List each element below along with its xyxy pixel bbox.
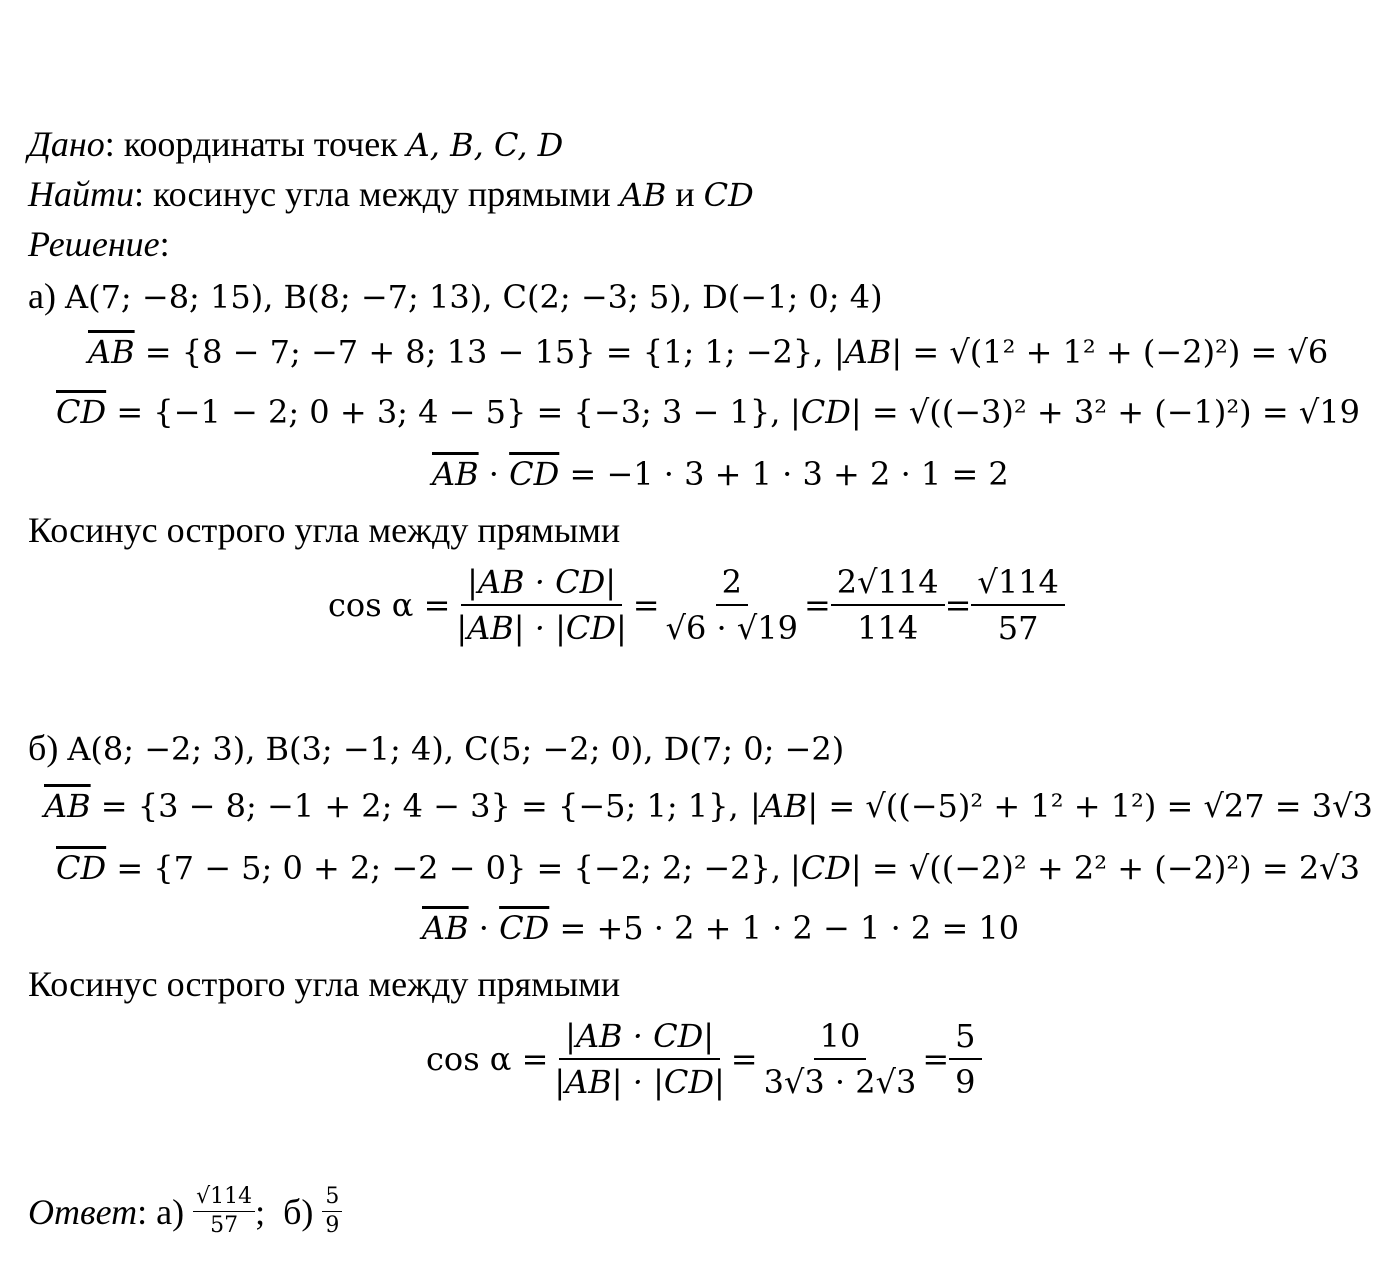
fraction-3-num: 5 xyxy=(949,1020,981,1060)
fraction-4-den: 57 xyxy=(997,609,1039,647)
fraction-2 xyxy=(660,563,804,647)
given-points: A, B, C, D xyxy=(406,126,564,164)
vector-ab: $\overline{AB}$ xyxy=(44,787,91,825)
cd-length-rhs: = √((−3)² + 3² + (−1)²) = √19 xyxy=(861,393,1360,431)
cos-lhs: cos α = xyxy=(426,1040,549,1078)
given-line xyxy=(28,126,563,162)
part-a-points-line xyxy=(28,278,883,314)
ab-length-lhs: |AB| xyxy=(750,787,819,825)
dot-ab: $\overline{AB}$ xyxy=(422,909,469,947)
dot-ab: $\overline{AB}$ xyxy=(432,455,479,493)
dot-rhs: = −1 · 3 + 1 · 3 + 2 · 1 = 2 xyxy=(559,455,1009,493)
answer-line xyxy=(28,1186,342,1237)
fraction-3-den: 114 xyxy=(857,609,919,647)
find-ab: AB xyxy=(619,176,667,214)
cos-lhs: cos α = xyxy=(328,586,451,624)
part-b-ab-vector xyxy=(44,787,739,825)
answer-a-label: : а) xyxy=(137,1191,194,1232)
cd-length-lhs: |CD| xyxy=(790,393,862,431)
dot-cd: $\overline{CD}$ xyxy=(499,909,550,947)
vector-cd: $\overline{CD}$ xyxy=(56,393,107,431)
part-a-ab-length xyxy=(834,333,1329,371)
part-b-points-line xyxy=(28,730,844,766)
solution-label: Решение xyxy=(28,224,160,264)
part-b-dot-product xyxy=(422,909,1020,947)
fraction-2 xyxy=(758,1017,923,1101)
fraction-1 xyxy=(450,563,632,647)
answer-b-num: 5 xyxy=(322,1186,342,1212)
given-text: : координаты точек xyxy=(104,124,407,164)
part-b-cos-caption: Косинус острого угла между прямыми xyxy=(28,964,621,1004)
find-text: : косинус угла между прямыми xyxy=(134,174,620,214)
solution-heading xyxy=(28,226,170,262)
vector-ab: $\overline{AB}$ xyxy=(88,333,135,371)
cd-coordinates: = {7 − 5; 0 + 2; −2 − 0} = {−2; 2; −2}, xyxy=(106,849,782,887)
cd-length-lhs: |CD| xyxy=(790,849,862,887)
dot-mid: · xyxy=(468,909,500,947)
part-b-label: б) xyxy=(28,728,68,768)
cd-coordinates: = {−1 − 2; 0 + 3; 4 − 5} = {−3; 3 − 1}, xyxy=(106,393,781,431)
ab-coordinates: = {3 − 8; −1 + 2; 4 − 3} = {−5; 1; 1}, xyxy=(90,787,739,825)
fraction-1-num: |AB · CD| xyxy=(461,566,622,606)
fraction-3 xyxy=(831,563,945,647)
find-label: Найти xyxy=(28,174,134,214)
eq-2: = xyxy=(922,1040,950,1078)
given-label: Дано xyxy=(28,124,105,164)
vector-cd: $\overline{CD}$ xyxy=(56,849,107,887)
ab-length-rhs: = √((−5)² + 1² + 1²) = √27 = 3√3 xyxy=(818,787,1373,825)
part-a-dot-product xyxy=(432,455,1009,493)
fraction-1 xyxy=(548,1017,730,1101)
part-a-cos-caption: Косинус острого угла между прямыми xyxy=(28,510,621,550)
cd-length-rhs: = √((−2)² + 2² + (−2)²) = 2√3 xyxy=(861,849,1360,887)
fraction-2-den: √6 · √19 xyxy=(665,609,798,647)
dot-mid: · xyxy=(478,455,510,493)
fraction-1-num: |AB · CD| xyxy=(559,1020,720,1060)
answer-b-den: 9 xyxy=(325,1213,340,1238)
part-a-cd-length xyxy=(790,393,1360,431)
eq-1: = xyxy=(730,1040,758,1078)
dot-cd: $\overline{CD}$ xyxy=(509,455,560,493)
part-b-ab-length xyxy=(750,787,1373,825)
answer-a-den: 57 xyxy=(210,1213,239,1238)
ab-length-rhs: = √(1² + 1² + (−2)²) = √6 xyxy=(902,333,1329,371)
find-and: и xyxy=(666,174,704,214)
find-cd: CD xyxy=(703,176,754,214)
part-a-cd-vector xyxy=(56,393,781,431)
answer-a-num: √114 xyxy=(193,1186,255,1212)
fraction-3 xyxy=(949,1017,981,1101)
answer-separator: ; б) xyxy=(255,1191,323,1232)
fraction-2-num: 10 xyxy=(814,1020,867,1060)
fraction-1-den: |AB| · |CD| xyxy=(554,1063,725,1101)
fraction-1-den: |AB| · |CD| xyxy=(456,609,627,647)
fraction-2-den: 3√3 · 2√3 xyxy=(763,1063,917,1101)
answer-label: Ответ xyxy=(28,1191,138,1232)
fraction-2-num: 2 xyxy=(716,566,748,606)
fraction-4 xyxy=(971,563,1064,647)
eq-1: = xyxy=(632,586,660,624)
part-b-cos-formula xyxy=(426,1017,982,1101)
solution-colon: : xyxy=(159,224,170,264)
fraction-3-num: 2√114 xyxy=(831,566,945,606)
fraction-4-num: √114 xyxy=(971,566,1064,606)
ab-coordinates: = {8 − 7; −7 + 8; 13 − 15} = {1; 1; −2}, xyxy=(134,333,824,371)
part-b-points: A(8; −2; 3), B(3; −1; 4), C(5; −2; 0), D(7; 0; −2) xyxy=(67,730,845,768)
part-a-ab-vector xyxy=(88,333,824,371)
ab-length-lhs: |AB| xyxy=(834,333,903,371)
part-b-cd-vector xyxy=(56,849,782,887)
find-line xyxy=(28,176,754,212)
part-a-points: A(7; −8; 15), B(8; −7; 13), C(2; −3; 5), D(−1; 0; 4) xyxy=(64,278,883,316)
fraction-3-den: 9 xyxy=(955,1063,976,1101)
part-b-cd-length xyxy=(790,849,1360,887)
answer-b-fraction xyxy=(322,1186,342,1237)
part-a-cos-formula xyxy=(328,563,1065,647)
eq-3: = xyxy=(944,586,972,624)
answer-a-fraction xyxy=(193,1186,255,1237)
eq-2: = xyxy=(803,586,831,624)
dot-rhs: = +5 · 2 + 1 · 2 − 1 · 2 = 10 xyxy=(549,909,1020,947)
part-a-label: а) xyxy=(28,276,65,316)
